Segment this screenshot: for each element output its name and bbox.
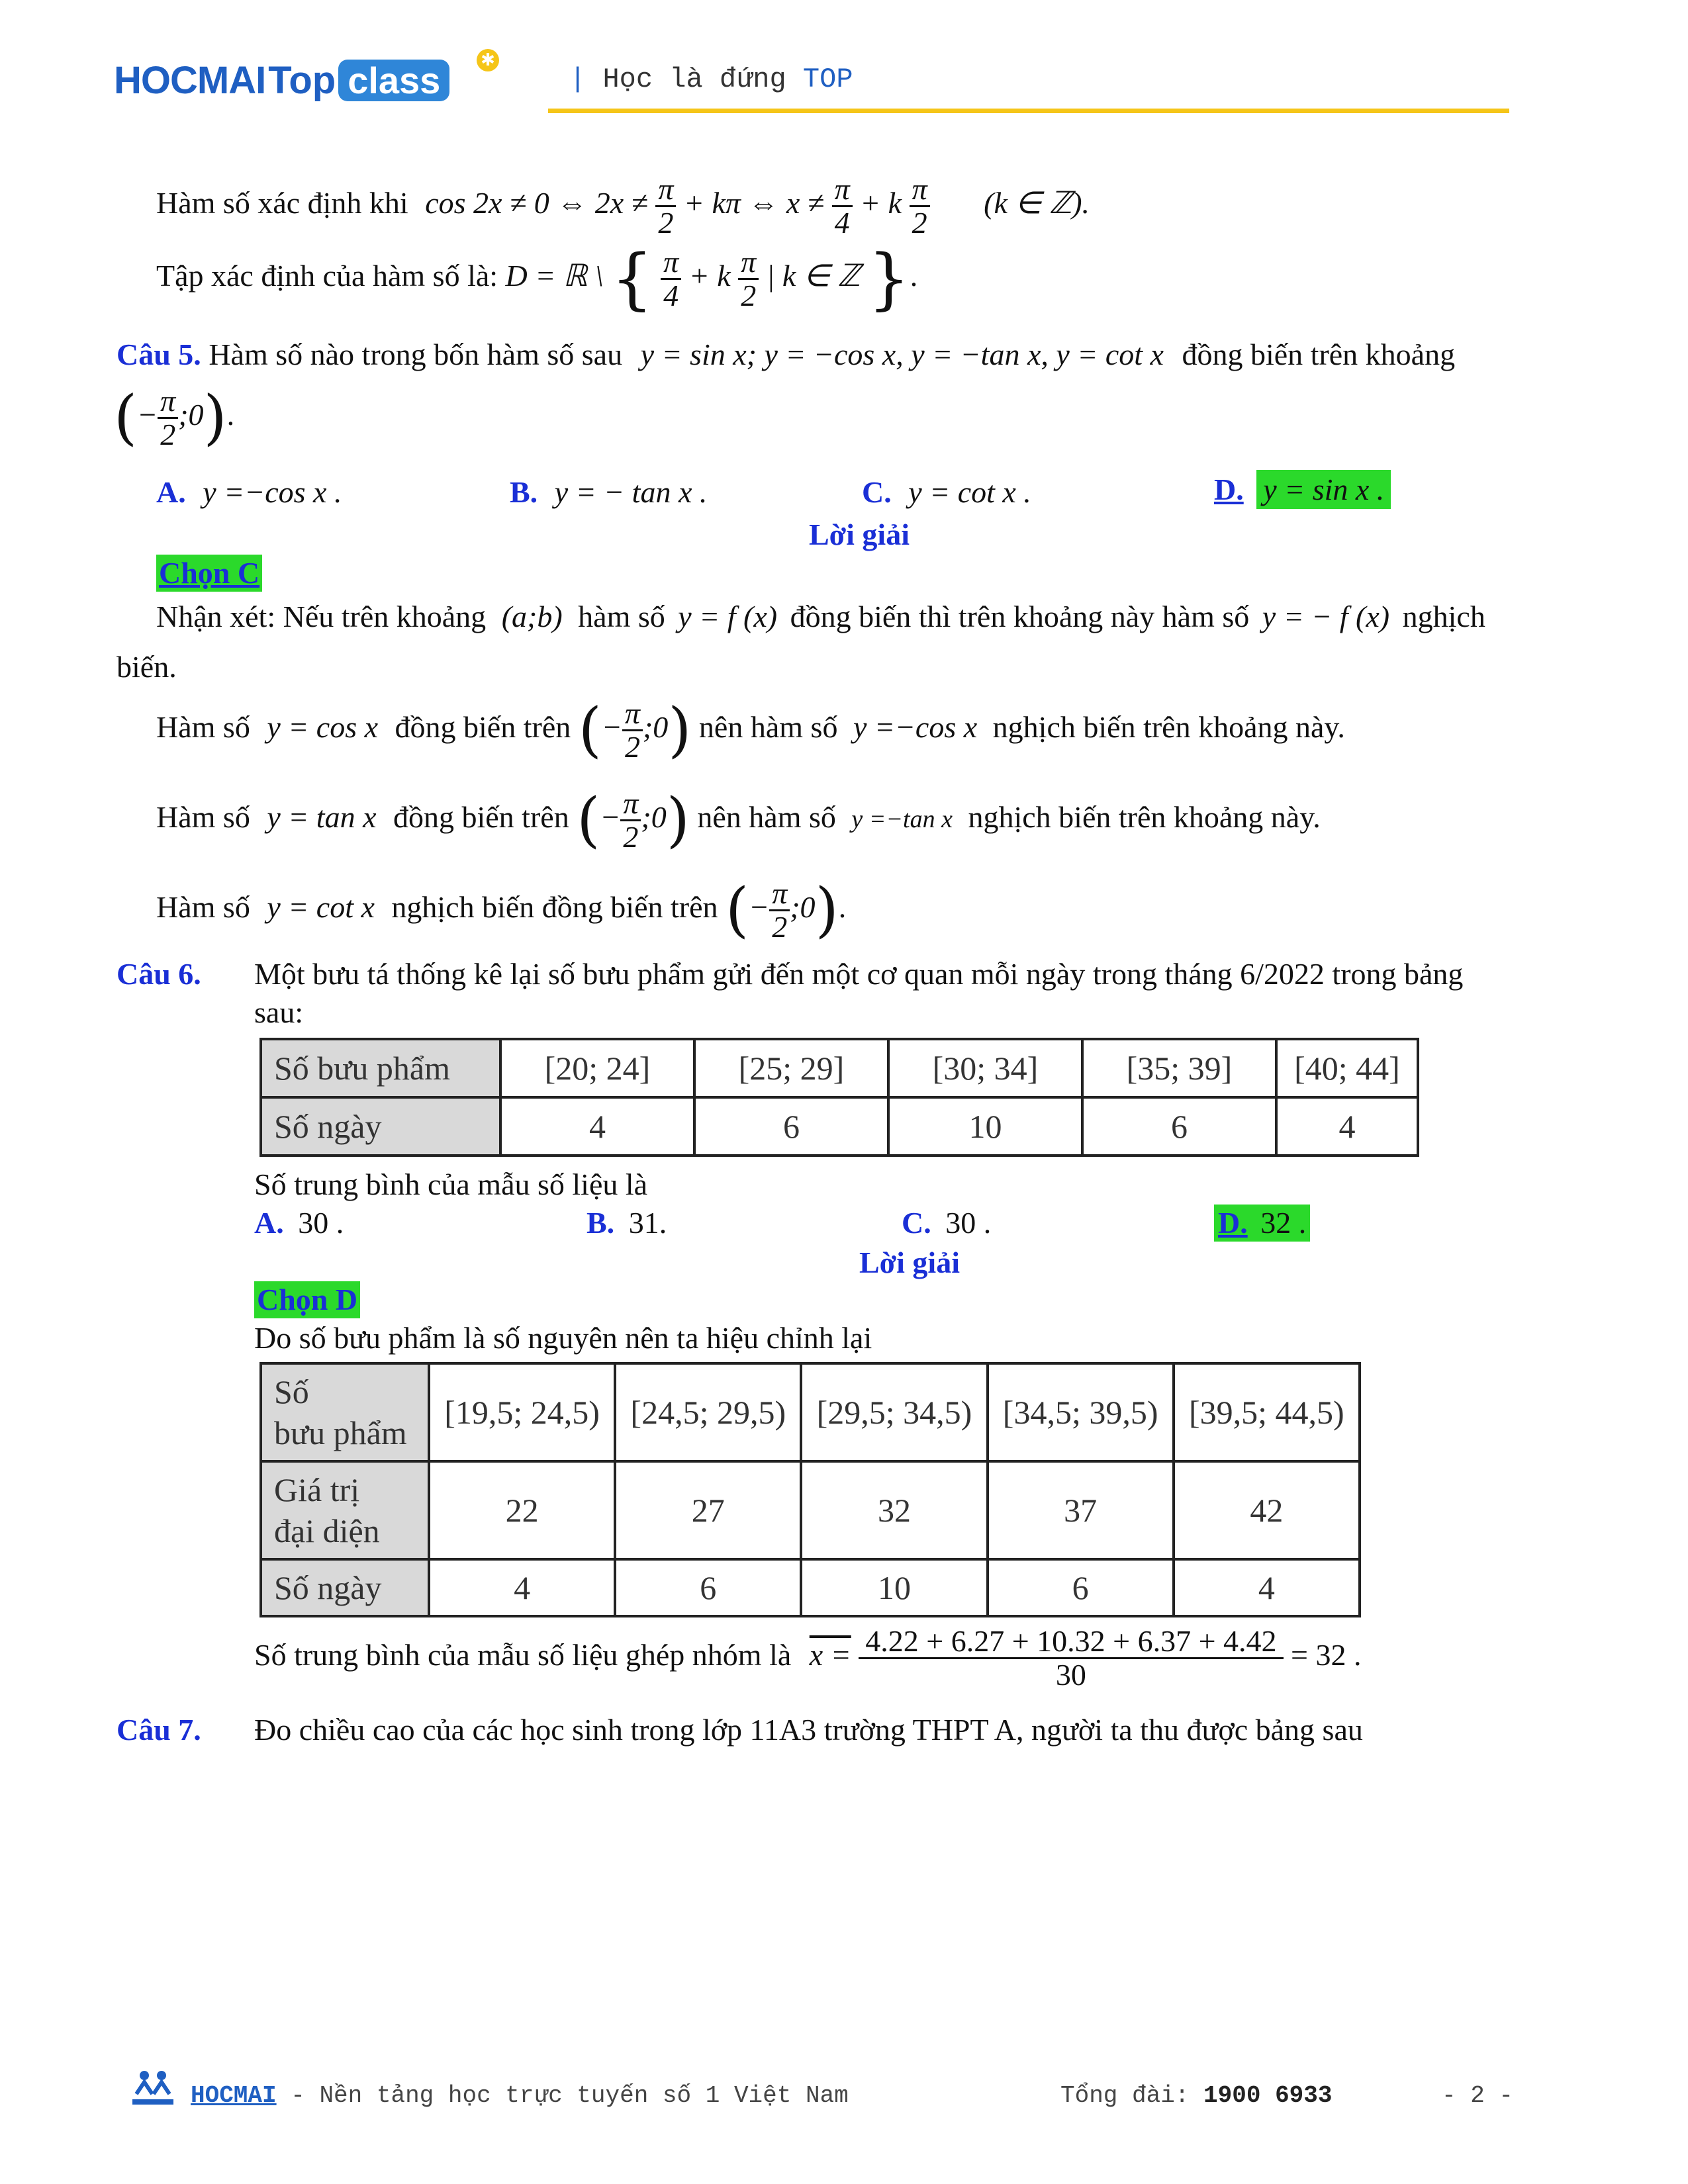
table-cell: [19,5; 24,5) [429, 1363, 615, 1461]
table-cell: [24,5; 29,5) [615, 1363, 801, 1461]
q6-option-d[interactable]: D. 32 . [1214, 1205, 1310, 1242]
table-cell: 27 [615, 1461, 801, 1559]
table-cell: 4 [500, 1097, 694, 1156]
q6-question: Số trung bình của mẫu số liệu là [254, 1167, 648, 1201]
q5-option-b[interactable]: B. y = − tan x . [510, 475, 708, 509]
table-cell: 6 [694, 1097, 888, 1156]
table-cell: [30; 34] [888, 1039, 1082, 1097]
q6-label: Câu 6. [117, 957, 201, 991]
page-number: - 2 - [1442, 2082, 1514, 2109]
table-cell: [20; 24] [500, 1039, 694, 1097]
table-cell: 4 [1276, 1097, 1418, 1156]
intro-line-1: Hàm số xác định khi cos 2x ≠ 0 ⇔ 2x ≠ $\frac{\pi}{2}$ + kπ ⇔ x ≠ $\frac{\pi}{4}$ + k $\frac{\pi}{2}$ (k ∈ ℤ). [156, 172, 1090, 240]
q5-line-tan: Hàm số y = tan x đồng biến trên (− $\frac{\pi}{2}$ ;0) nên hàm số y =−tan x nghịch biến trên khoảng này. [156, 785, 1321, 855]
q6-option-c[interactable]: C. 30 . [902, 1206, 992, 1240]
logo-hocmai-text: HOCMAI [114, 59, 266, 102]
table-cell: 32 [801, 1461, 987, 1559]
q5-option-a[interactable]: A. y =−cos x . [156, 475, 342, 509]
table-cell: 6 [988, 1559, 1174, 1616]
logo-class-badge: class [338, 60, 449, 101]
table-header-cell: Số ngày [261, 1097, 500, 1156]
q6-stem-line-2: sau: [254, 995, 304, 1029]
q5-solution-title: Lời giải [809, 518, 910, 551]
q5-interval: (− $\frac{\pi}{2}$ ;0). [114, 383, 235, 453]
footer-logo-icon [130, 2069, 176, 2109]
q7-stem: Đo chiều cao của các học sinh trong lớp 11A3 trường THPT A, người ta thu được bảng sau [254, 1713, 1363, 1747]
footer: HOCMAI - Nền tảng học trực tuyến số 1 Việt Nam [191, 2082, 849, 2109]
star-icon: ✱ [477, 49, 499, 71]
table-cell: [39,5; 44,5) [1174, 1363, 1360, 1461]
table-cell: 6 [615, 1559, 801, 1616]
q5-stem: Câu 5. Hàm số nào trong bốn hàm số sau y = sin x; y = −cos x, y = −tan x, y = cot x đồng biến trên khoảng [117, 338, 1456, 371]
table-cell: [34,5; 39,5) [988, 1363, 1174, 1461]
table-cell: 4 [429, 1559, 615, 1616]
table-cell: 42 [1174, 1461, 1360, 1559]
logo-top-text: Top [268, 59, 336, 102]
table-header-cell: Số bưu phẩm [261, 1363, 429, 1461]
q5-option-d[interactable]: D. y = sin x . [1214, 471, 1391, 508]
q5-line-cos: Hàm số y = cos x đồng biến trên (− $\frac{\pi}{2}$ ;0) nên hàm số y =−cos x nghịch biến trên khoảng này. [156, 695, 1345, 765]
q6-solution-title: Lời giải [859, 1246, 960, 1279]
q6-chosen: Chọn D [254, 1281, 360, 1318]
header-rule [548, 109, 1509, 113]
table-cell: 22 [429, 1461, 615, 1559]
table-header-cell: Giá trị đại diện [261, 1461, 429, 1559]
q6-option-a[interactable]: A. 30 . [254, 1206, 344, 1240]
q5-remark-cont: biến. [117, 650, 177, 684]
q6-mean-formula: Số trung bình của mẫu số liệu ghép nhóm là x = $\frac{4.22 + 6.27 + 10.32 + 6.37 + 4.42}{30}$ = 32 . [254, 1624, 1362, 1692]
table-cell: [29,5; 34,5) [801, 1363, 987, 1461]
table-cell: [35; 39] [1082, 1039, 1276, 1097]
footer-brand-link[interactable]: HOCMAI [191, 2082, 277, 2109]
intro-line-2: Tập xác định của hàm số là: D = ℝ \ { $\frac{\pi}{4}$ + k $\frac{\pi}{2}$ | k ∈ ℤ }. [156, 240, 918, 318]
q5-line-cot: Hàm số y = cot x nghịch biến đồng biến trên (− $\frac{\pi}{2}$ ;0). [156, 875, 847, 945]
q6-grouped-table [259, 1362, 1361, 1617]
q6-explain: Do số bưu phẩm là số nguyên nên ta hiệu chỉnh lại [254, 1321, 872, 1355]
table-cell: 37 [988, 1461, 1174, 1559]
header-logo [114, 50, 495, 103]
table-cell: [25; 29] [694, 1039, 888, 1097]
q5-chosen: Chọn C [156, 555, 262, 592]
header-tagline: | Học là đứng TOP [569, 64, 853, 95]
footer-hotline: Tổng đài: 1900 6933 [1060, 2082, 1333, 2109]
q5-remark: Nhận xét: Nếu trên khoảng (a;b) hàm số y = f (x) đồng biến thì trên khoảng này hàm số y = − f (x) nghịch [156, 600, 1485, 633]
table-cell: [40; 44] [1276, 1039, 1418, 1097]
q7-label: Câu 7. [117, 1713, 201, 1747]
table-cell: 10 [801, 1559, 987, 1616]
table-cell: 4 [1174, 1559, 1360, 1616]
q6-frequency-table [259, 1038, 1419, 1157]
q6-stem-line-1: Một bưu tá thống kê lại số bưu phẩm gửi đến một cơ quan mỗi ngày trong tháng 6/2022 trong bảng [254, 957, 1464, 991]
table-header-cell: Số ngày [261, 1559, 429, 1616]
q6-option-b[interactable]: B. 31. [586, 1206, 667, 1240]
table-cell: 10 [888, 1097, 1082, 1156]
table-cell: 6 [1082, 1097, 1276, 1156]
q5-label: Câu 5. [117, 338, 201, 371]
q5-option-c[interactable]: C. y = cot x . [862, 475, 1031, 509]
table-header-cell: Số bưu phẩm [261, 1039, 500, 1097]
